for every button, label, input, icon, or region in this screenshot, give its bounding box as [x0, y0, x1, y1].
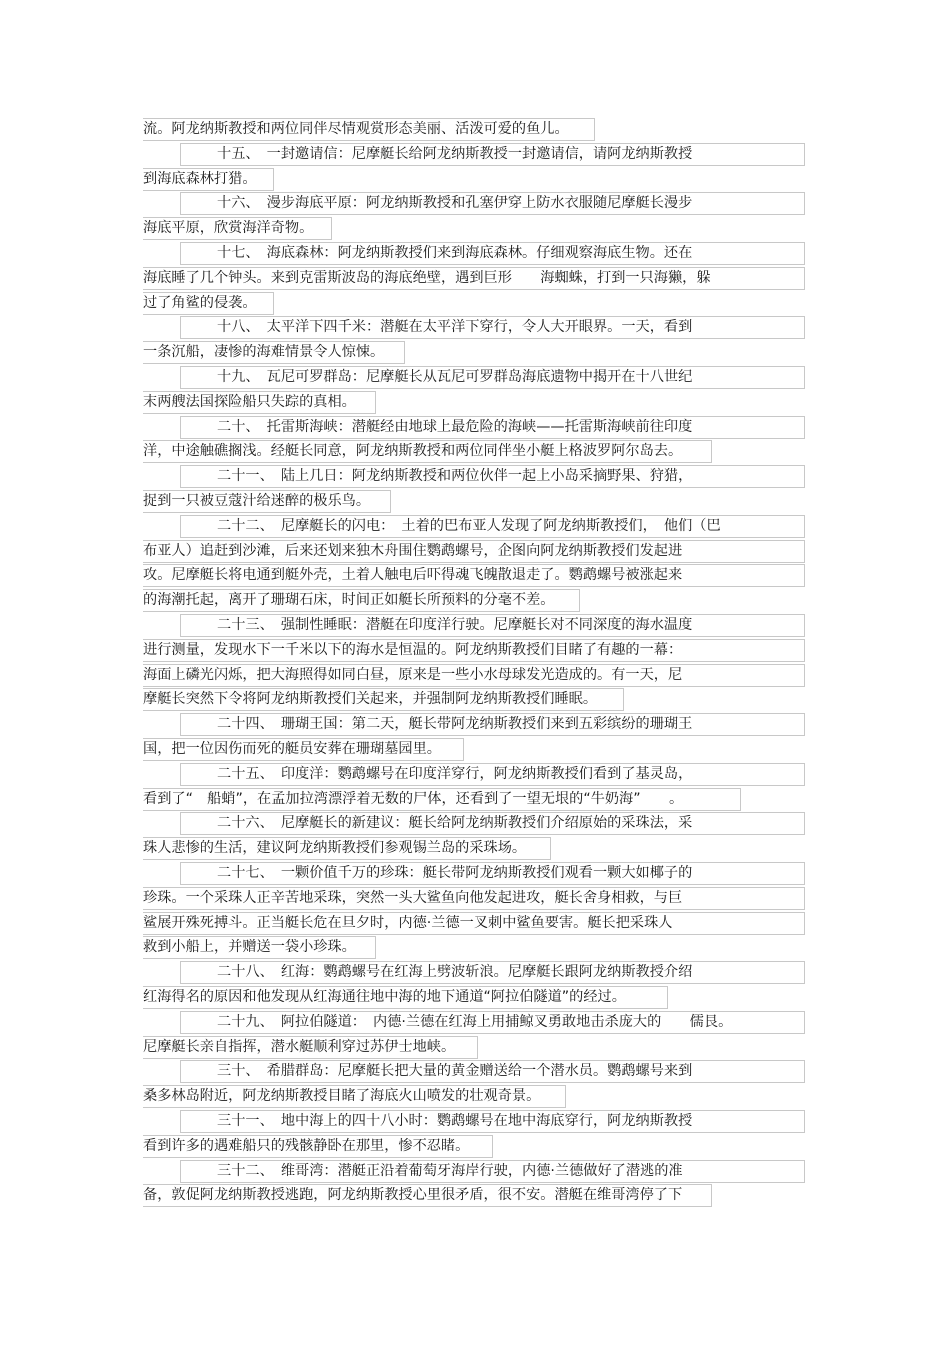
line-text: 二十六、 尼摩艇长的新建议：艇长给阿龙纳斯教授们介绍原始的采珠法，采	[217, 815, 693, 832]
line-text: 摩艇长突然下令将阿龙纳斯教授们关起来，并强制阿龙纳斯教授们睡眠。	[143, 691, 598, 708]
line-text: 三十、 希腊群岛：尼摩艇长把大量的黄金赠送给一个潜水员。鹦鹉螺号来到	[217, 1063, 693, 1080]
paragraph-line	[143, 986, 668, 1009]
paragraph-line	[143, 292, 274, 315]
paragraph-line	[143, 341, 405, 364]
paragraph-first-line	[180, 465, 805, 488]
paragraph-line	[143, 168, 274, 191]
paragraph-first-line	[180, 961, 805, 984]
line-text: 二十三、 强制性睡眠：潜艇在印度洋行驶。尼摩艇长对不同深度的海水温度	[217, 617, 693, 633]
paragraph-line	[143, 118, 595, 141]
paragraph-first-line	[180, 242, 805, 265]
paragraph-line	[143, 217, 332, 240]
paragraph-first-line	[180, 143, 805, 166]
paragraph-line	[143, 912, 805, 935]
paragraph-first-line	[180, 812, 805, 835]
paragraph-first-line	[180, 316, 805, 339]
line-text: 捉到一只被豆蔻汁给迷醉的极乐鸟。	[143, 493, 371, 509]
paragraph-line	[143, 738, 464, 761]
line-text: 十九、 瓦尼可罗群岛：尼摩艇长从瓦尼可罗群岛海底遗物中揭开在十八世纪	[217, 369, 693, 385]
line-text: 国，把一位因伤而死的艇员安葬在珊瑚墓园里。	[143, 741, 441, 757]
paragraph-line	[143, 1036, 478, 1059]
line-text: 二十二、 尼摩艇长的闪电： 土着的巴布亚人发现了阿龙纳斯教授们， 他们（巴	[217, 517, 721, 534]
paragraph-line	[143, 267, 805, 290]
line-text: 二十九、 阿拉伯隧道： 内德·兰德在红海上用捕鲸叉勇敢地击杀庞大的 儒艮。	[217, 1013, 733, 1030]
line-text: 桑多林岛附近，阿龙纳斯教授目睹了海底火山喷发的壮观奇景。	[143, 1088, 541, 1105]
line-text: 二十八、 红海：鹦鹉螺号在红海上劈波斩浪。尼摩艇长跟阿龙纳斯教授介绍	[217, 964, 693, 981]
line-text: 海底平原，欣赏海洋奇物。	[143, 220, 314, 237]
paragraph-first-line	[180, 614, 805, 637]
line-text: 看到了“ 船蛸”，在孟加拉湾漂浮着无数的尸体，还看到了一望无垠的“牛奶海” 。	[143, 790, 684, 807]
line-text: 的海潮托起，离开了珊瑚石床，时间正如艇长所预料的分毫不差。	[143, 592, 555, 609]
line-text: 十六、 漫步海底平原：阿龙纳斯教授和孔塞伊穿上防水衣服随尼摩艇长漫步	[217, 195, 693, 212]
line-text: 备，敦促阿龙纳斯教授逃跑，阿龙纳斯教授心里很矛盾，很不安。潜艇在维哥湾停了下	[143, 1187, 683, 1204]
line-text: 末两艘法国探险船只失踪的真相。	[143, 393, 356, 410]
paragraph-line	[143, 589, 580, 612]
paragraph-line	[143, 440, 712, 463]
paragraph-first-line	[180, 1060, 805, 1083]
paragraph-first-line	[180, 515, 805, 538]
line-text: 珠人悲惨的生活，建议阿龙纳斯教授们参观锡兰岛的采珠场。	[143, 840, 527, 857]
paragraph-first-line	[180, 1110, 805, 1133]
line-text: 到海底森林打猎。	[143, 170, 257, 187]
line-text: 三十一、 地中海上的四十八小时：鹦鹉螺号在地中海底穿行，阿龙纳斯教授	[217, 1113, 693, 1129]
line-text: 十八、 太平洋下四千米：潜艇在太平洋下穿行，令人大开眼界。一天，看到	[217, 319, 693, 336]
line-text: 一条沉船，凄惨的海难情景令人惊悚。	[143, 344, 385, 361]
line-text: 二十四、 珊瑚王国：第二天，艇长带阿龙纳斯教授们来到五彩缤纷的珊瑚王	[217, 716, 693, 733]
line-text: 珍珠。一个采珠人正辛苦地采珠，突然一头大鲨鱼向他发起进攻，艇长舍身相救，与巨	[143, 889, 683, 906]
line-text: 海底睡了几个钟头。来到克雷斯波岛的海底绝壁，遇到巨形 海蜘蛛，打到一只海獭，躲	[143, 269, 711, 286]
paragraph-first-line	[180, 713, 805, 736]
paragraph-first-line	[180, 366, 805, 389]
paragraph-line	[143, 490, 391, 513]
paragraph-line	[143, 639, 805, 662]
paragraph-line	[143, 837, 551, 860]
paragraph-line	[143, 391, 376, 414]
line-text: 流。阿龙纳斯教授和两位同伴尽情观赏形态美丽、活泼可爱的鱼儿。	[143, 121, 569, 137]
line-text: 三十二、 维哥湾：潜艇正沿着葡萄牙海岸行驶，内德·兰德做好了潜逃的准	[217, 1162, 683, 1179]
line-text: 过了角鲨的侵袭。	[143, 294, 257, 311]
paragraph-line	[143, 936, 376, 959]
paragraph-first-line	[180, 1160, 805, 1183]
line-text: 十七、 海底森林：阿龙纳斯教授们来到海底森林。仔细观察海底生物。还在	[217, 245, 693, 261]
line-text: 红海得名的原因和他发现从红海通往地中海的地下通道“阿拉伯隧道”的经过。	[143, 989, 626, 1005]
line-text: 二十五、 印度洋：鹦鹉螺号在印度洋穿行，阿龙纳斯教授们看到了基灵岛，	[217, 765, 693, 782]
line-text: 二十七、 一颗价值千万的珍珠：艇长带阿龙纳斯教授们观看一颗大如椰子的	[217, 865, 693, 881]
line-text: 鲨展开殊死搏斗。正当艇长危在旦夕时，内德·兰德一叉刺中鲨鱼要害。艇长把采珠人	[143, 914, 673, 931]
line-text: 进行测量，发现水下一千米以下的海水是恒温的。阿龙纳斯教授们目睹了有趣的一幕：	[143, 641, 683, 658]
line-text: 攻。尼摩艇长将电通到艇外壳，土着人触电后吓得魂飞魄散退走了。鹦鹉螺号被涨起来	[143, 567, 683, 584]
paragraph-first-line	[180, 763, 805, 786]
paragraph-line	[143, 664, 805, 687]
paragraph-line	[143, 540, 805, 563]
paragraph-line	[143, 564, 805, 587]
line-text: 看到许多的遇难船只的残骸静卧在那里，惨不忍睹。	[143, 1137, 470, 1154]
line-text: 二十、 托雷斯海峡：潜艇经由地球上最危险的海峡——托雷斯海峡前往印度	[217, 418, 693, 435]
paragraph-first-line	[180, 192, 805, 215]
line-text: 尼摩艇长亲自指挥，潜水艇顺利穿过苏伊士地峡。	[143, 1038, 456, 1055]
paragraph-line	[143, 1085, 566, 1108]
paragraph-first-line	[180, 416, 805, 439]
line-text: 海面上磷光闪烁，把大海照得如同白昼，原来是一些小水母球发光造成的。有一天，尼	[143, 666, 683, 683]
line-text: 十五、 一封邀请信：尼摩艇长给阿龙纳斯教授一封邀请信，请阿龙纳斯教授	[217, 145, 693, 162]
line-text: 布亚人）追赶到沙滩，后来还划来独木舟围住鹦鹉螺号，企图向阿龙纳斯教授们发起进	[143, 542, 683, 559]
paragraph-line	[143, 887, 805, 910]
line-text: 洋，中途触礁搁浅。经艇长同意，阿龙纳斯教授和两位同伴坐小艇上格波罗阿尔岛去。	[143, 443, 683, 460]
line-text: 二十一、 陆上几日：阿龙纳斯教授和两位伙伴一起上小岛采摘野果、狩猎，	[217, 468, 693, 485]
paragraph-line	[143, 788, 741, 811]
paragraph-first-line	[180, 1011, 805, 1034]
paragraph-line	[143, 1184, 712, 1207]
paragraph-line	[143, 688, 624, 711]
paragraph-first-line	[180, 862, 805, 885]
line-text: 救到小船上，并赠送一袋小珍珠。	[143, 939, 356, 956]
paragraph-line	[143, 1135, 493, 1158]
